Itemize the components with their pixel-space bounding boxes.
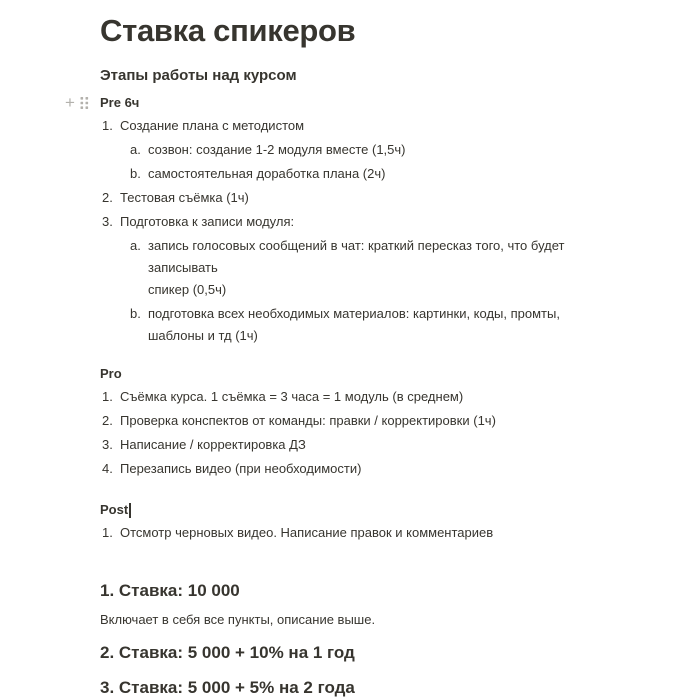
list-item-text xyxy=(148,235,588,301)
list-item-text: Подготовка к записи модуля: xyxy=(120,214,295,229)
add-block-button[interactable]: + xyxy=(65,93,75,112)
list-item[interactable] xyxy=(100,385,632,409)
list-item-text: Съёмка курса. 1 съёмка = 3 часа = 1 модуль (в среднем) xyxy=(120,389,464,404)
list-marker: 3. xyxy=(102,214,113,229)
list-marker: 3. xyxy=(102,437,113,452)
list-marker: 1. xyxy=(102,389,113,404)
list-marker: 2. xyxy=(102,190,113,205)
list-item-text: подготовка всех необходимых материалов: картинки, коды, промты, шаблоны и тд (1ч) xyxy=(148,306,560,343)
page-title[interactable]: Ставка спикеров xyxy=(100,13,356,48)
list-item[interactable] xyxy=(100,162,632,186)
list-item[interactable] xyxy=(100,302,632,348)
list-item[interactable] xyxy=(100,457,632,481)
list-marker: 4. xyxy=(102,461,113,476)
pro-list xyxy=(100,385,632,481)
rate-1-description[interactable]: Включает в себя все пункты, описание выше. xyxy=(100,612,376,627)
list-item-line: запись голосовых сообщений в чат: краткий пересказ того, что будет записывать xyxy=(148,238,565,275)
list-item[interactable] xyxy=(100,521,632,545)
rate-1-heading[interactable]: 1. Ставка: 10 000 xyxy=(100,581,240,600)
list-marker: b. xyxy=(130,306,141,321)
section-label-pre-text: Pre 6ч xyxy=(100,95,140,110)
list-marker: a. xyxy=(130,238,141,253)
section-label-post-text: Post xyxy=(100,502,129,517)
section-label-pro-text: Pro xyxy=(100,366,122,381)
section-label-pre[interactable] xyxy=(65,92,632,114)
list-item[interactable] xyxy=(100,234,632,302)
drag-handle-icon[interactable] xyxy=(80,96,89,110)
list-marker: 2. xyxy=(102,413,113,428)
text-cursor xyxy=(129,503,131,518)
list-item-text: созвон: создание 1-2 модуля вместе (1,5ч) xyxy=(148,142,406,157)
post-list xyxy=(100,521,632,545)
block-controls xyxy=(65,93,89,112)
rate-2-heading[interactable]: 2. Ставка: 5 000 + 10% на 1 год xyxy=(100,643,355,662)
list-item-text: самостоятельная доработка плана (2ч) xyxy=(148,166,386,181)
list-item[interactable] xyxy=(100,409,632,433)
list-item[interactable] xyxy=(100,138,632,162)
list-marker: b. xyxy=(130,166,141,181)
list-item-text: Написание / корректировка ДЗ xyxy=(120,437,306,452)
list-item-line: спикер (0,5ч) xyxy=(148,282,227,297)
list-item-text: Проверка конспектов от команды: правки / корректировки (1ч) xyxy=(120,413,496,428)
list-item[interactable] xyxy=(100,186,632,210)
list-item[interactable] xyxy=(100,114,632,138)
list-item[interactable] xyxy=(100,433,632,457)
section-label-post[interactable] xyxy=(100,499,632,521)
section-label-pro[interactable] xyxy=(100,363,632,385)
subtitle[interactable]: Этапы работы над курсом xyxy=(100,67,297,84)
list-marker: 1. xyxy=(102,525,113,540)
list-item-text: Перезапись видео (при необходимости) xyxy=(120,461,362,476)
list-item-text: Создание плана с методистом xyxy=(120,118,305,133)
rate-3-heading[interactable]: 3. Ставка: 5 000 + 5% на 2 года xyxy=(100,678,355,697)
list-item[interactable] xyxy=(100,210,632,234)
list-item-text: Отсмотр черновых видео. Написание правок и комментариев xyxy=(120,525,494,540)
list-item-text: Тестовая съёмка (1ч) xyxy=(120,190,249,205)
pre-list xyxy=(100,114,632,348)
list-marker: a. xyxy=(130,142,141,157)
list-marker: 1. xyxy=(102,118,113,133)
